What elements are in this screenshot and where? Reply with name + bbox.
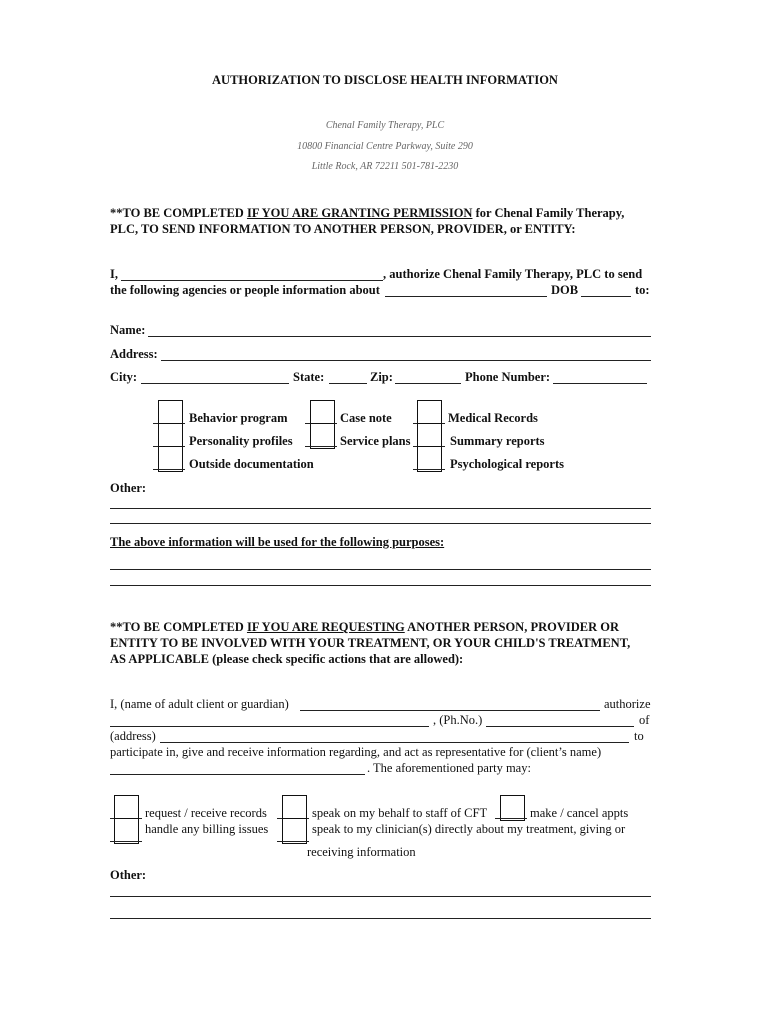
section1-intro-line1 xyxy=(110,206,624,221)
purposes-field-b[interactable] xyxy=(110,585,651,586)
address-label-2: (address) xyxy=(110,729,156,743)
zip-label: Zip: xyxy=(370,370,393,384)
checkbox-underline xyxy=(413,469,445,470)
label-appts: make / cancel appts xyxy=(530,806,629,820)
party-name-field[interactable] xyxy=(110,726,429,727)
label-behavior-program: Behavior program xyxy=(189,411,288,425)
section2-intro-line2: ENTITY TO BE INVOLVED WITH YOUR TREATMENT, OR YOUR CHILD'S TREATMENT, xyxy=(110,636,631,650)
org-address-line2: Little Rock, AR 72211 501-781-2230 xyxy=(311,161,459,172)
section2-intro-prefix: **TO BE COMPLETED xyxy=(110,620,247,634)
city-label: City: xyxy=(110,370,138,384)
of-text: of xyxy=(639,713,650,727)
purposes-label: The above information will be used for the following purposes: xyxy=(110,535,445,549)
party-phone-field[interactable] xyxy=(486,726,634,727)
other-label-1: Other: xyxy=(110,481,147,495)
org-name: Chenal Family Therapy, PLC xyxy=(325,120,445,131)
guardian-name-field[interactable] xyxy=(300,710,600,711)
auth-line2-text: the following agencies or people information about xyxy=(110,283,380,297)
guardian-name-label: I, (name of adult client or guardian) xyxy=(110,697,289,711)
checkbox-underline xyxy=(110,841,142,842)
label-service-plans: Service plans xyxy=(340,434,411,448)
section1-intro-prefix: **TO BE COMPLETED xyxy=(110,206,247,220)
label-summary-reports: Summary reports xyxy=(450,434,545,448)
state-label: State: xyxy=(293,370,325,384)
label-psychological-reports: Psychological reports xyxy=(450,457,564,471)
authorize-text: authorize xyxy=(604,697,651,711)
section2-intro-line1 xyxy=(110,620,619,635)
label-case-note: Case note xyxy=(340,411,392,425)
to-text: to xyxy=(634,729,644,743)
label-speak-clinician: speak to my clinician(s) directly about my treatment, giving or xyxy=(312,822,626,836)
to-label: to: xyxy=(635,283,650,297)
org-address-line1: 10800 Financial Centre Parkway, Suite 290 xyxy=(297,141,473,152)
label-speak-staff: speak on my behalf to staff of CFT xyxy=(312,806,488,820)
auth-mid-text: , authorize Chenal Family Therapy, PLC to send xyxy=(383,267,643,281)
dob-field[interactable] xyxy=(581,296,631,297)
document-title: AUTHORIZATION TO DISCLOSE HEALTH INFORMATION xyxy=(212,73,558,87)
label-personality-profiles: Personality profiles xyxy=(189,434,293,448)
label-billing-issues: handle any billing issues xyxy=(145,822,269,836)
section2-intro-underlined: IF YOU ARE REQUESTING xyxy=(246,620,405,634)
aforementioned-text: . The aforementioned party may: xyxy=(367,761,531,775)
checkbox-underline xyxy=(153,469,185,470)
phone-no-label: , (Ph.No.) xyxy=(433,713,483,727)
address-label: Address: xyxy=(110,347,158,361)
authorizer-name-field[interactable] xyxy=(121,280,383,281)
other-label-2: Other: xyxy=(110,868,147,882)
party-address-field[interactable] xyxy=(160,742,629,743)
label-outside-documentation: Outside documentation xyxy=(189,457,314,471)
label-medical-records: Medical Records xyxy=(448,411,538,425)
checkbox-underline xyxy=(495,818,527,819)
recipient-name-field[interactable] xyxy=(148,336,651,337)
section2-intro-suffix: ANOTHER PERSON, PROVIDER OR xyxy=(404,620,620,634)
phone-label: Phone Number: xyxy=(465,370,551,384)
checkbox-underline xyxy=(305,446,337,447)
client-name-field-2[interactable] xyxy=(110,774,365,775)
client-name-field[interactable] xyxy=(385,296,547,297)
section1-intro-line2: PLC, TO SEND INFORMATION TO ANOTHER PERSON, PROVIDER, or ENTITY: xyxy=(110,222,576,236)
state-field[interactable] xyxy=(329,383,367,384)
city-field[interactable] xyxy=(141,383,289,384)
phone-field[interactable] xyxy=(553,383,647,384)
purposes-field-a[interactable] xyxy=(110,569,651,570)
other-field-1b[interactable] xyxy=(110,523,651,524)
name-label: Name: xyxy=(110,323,146,337)
zip-field[interactable] xyxy=(395,383,461,384)
auth-i-label: I, xyxy=(110,267,118,281)
receiving-info-text: receiving information xyxy=(307,845,416,859)
section2-intro-line3: AS APPLICABLE (please check specific actions that are allowed): xyxy=(110,652,464,666)
checkbox-underline xyxy=(277,841,309,842)
recipient-address-field[interactable] xyxy=(161,360,651,361)
section1-intro-underlined: IF YOU ARE GRANTING PERMISSION xyxy=(246,206,473,220)
label-request-records: request / receive records xyxy=(145,806,267,820)
section1-intro-suffix: for Chenal Family Therapy, xyxy=(472,206,625,220)
other-field-2a[interactable] xyxy=(110,896,651,897)
dob-label: DOB xyxy=(551,283,579,297)
other-field-1a[interactable] xyxy=(110,508,651,509)
participate-text: participate in, give and receive information regarding, and act as representative for (client’s name) xyxy=(110,745,602,759)
other-field-2b[interactable] xyxy=(110,918,651,919)
